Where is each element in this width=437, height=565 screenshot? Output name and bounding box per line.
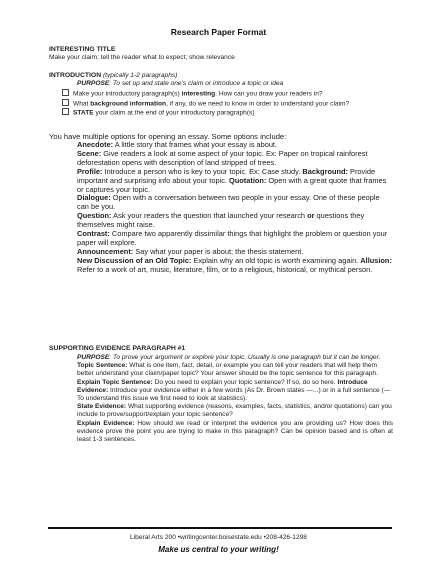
option-announcement: Announcement: Say what your paper is about; the thesis statement. — [77, 246, 304, 256]
option-anecdote: Anecdote: A little story that frames what your essay is about. — [77, 140, 278, 149]
footer-divider — [48, 527, 392, 529]
option-new-discussion: New Discussion of an Old Topic: Explain why an old topic is worth examining again. Allusion: Refer to a work of art, music, literature, film, or to a religious, historical, or mythical person. — [77, 255, 392, 274]
option-scene: Scene: Give readers a look at some aspect of your topic. Ex: Paper on tropical rainforest deforestation opens with description of land stripped of trees. — [77, 148, 368, 167]
introduction-checklist — [62, 89, 392, 118]
supporting-purpose: PURPOSE: To prove your argument or explore your topic. Usually is one paragraph but it can be longer. — [77, 354, 381, 361]
state-evidence: State Evidence: What supporting evidence (reasons, examples, facts, statistics, and/or quotations) can you include to prove/support/explain your topic sentence? — [77, 403, 392, 419]
introduction-purpose-label: PURPOSE — [77, 80, 110, 87]
checklist-item: What background information, if any, do we need to know in order to understand your claim? — [62, 99, 392, 109]
explain-topic-sentence: Explain Topic Sentence: Do you need to explain your topic sentence? If so, do so here. Introduce Evidence: Introduce your evidence either in a few words (As Dr. Brown states —...) or in a full sentence (—To understand this issue we first need to look at statistics). — [77, 378, 391, 403]
checkbox-icon — [62, 99, 69, 106]
introduction-heading-row — [49, 72, 394, 80]
introduction-heading-note: (typically 1-2 paragraphs) — [102, 72, 178, 79]
supporting-body — [77, 354, 393, 444]
opening-options-lead: You have multiple options for opening an essay. Some options include: — [49, 132, 287, 141]
supporting-heading: SUPPORTING EVIDENCE PARAGRAPH #1 — [49, 345, 186, 352]
explain-evidence: Explain Evidence: How should we read or interpret the evidence you are providing us? How does this evidence prove the point you are trying to make in this paragraph? Can be opinion based and is often at least 1-3 sentences. — [77, 419, 394, 444]
checkbox-icon — [62, 89, 69, 96]
footer-tagline: Make us central to your writing! — [158, 545, 279, 554]
introduction-purpose — [77, 80, 393, 88]
opening-options-list — [77, 141, 393, 275]
checklist-item: Make your introductory paragraph(s) interesting. How can you draw your readers in? — [62, 89, 392, 99]
checkbox-icon — [62, 108, 69, 115]
introduction-purpose-text: : To set up and state one's claim or introduce a topic or idea — [109, 80, 284, 87]
interesting-title-text: Make your claim; tell the reader what to expect; show relevance — [49, 54, 235, 62]
option-profile-background: Profile: Introduce a person who is key to your topic. Ex: Case study. Background: Provide important and surprising info about your topic. Quotation: Open with a great quote that frames or captures your topic. — [77, 166, 387, 194]
checklist-item: STATE your claim at the end of your introductory paragraph(s) — [62, 108, 392, 118]
option-question: Question: Ask your readers the question that launched your research or questions they themselves might raise. — [77, 211, 365, 230]
option-dialogue: Dialogue: Open with a conversation between two people in your essay. One of these people can be you. — [77, 193, 380, 212]
interesting-title-section — [49, 46, 394, 62]
page-title: Research Paper Format — [170, 27, 267, 37]
interesting-title-heading: INTERESTING TITLE — [49, 46, 116, 53]
footer-contact: Liberal Arts 200 •writingcenter.boisestate.edu •208-426-1298 — [130, 534, 307, 541]
topic-sentence: Topic Sentence: What is one item, fact, detail, or example you can tell your readers that will help them better understand your claim/paper topic? Your answer should be the topic sentence for this paragraph. — [77, 362, 378, 378]
introduction-heading: INTRODUCTION — [49, 72, 102, 79]
option-contrast: Contrast: Compare two apparently dissimilar things that highlight the problem or question your paper will explore. — [77, 229, 388, 247]
